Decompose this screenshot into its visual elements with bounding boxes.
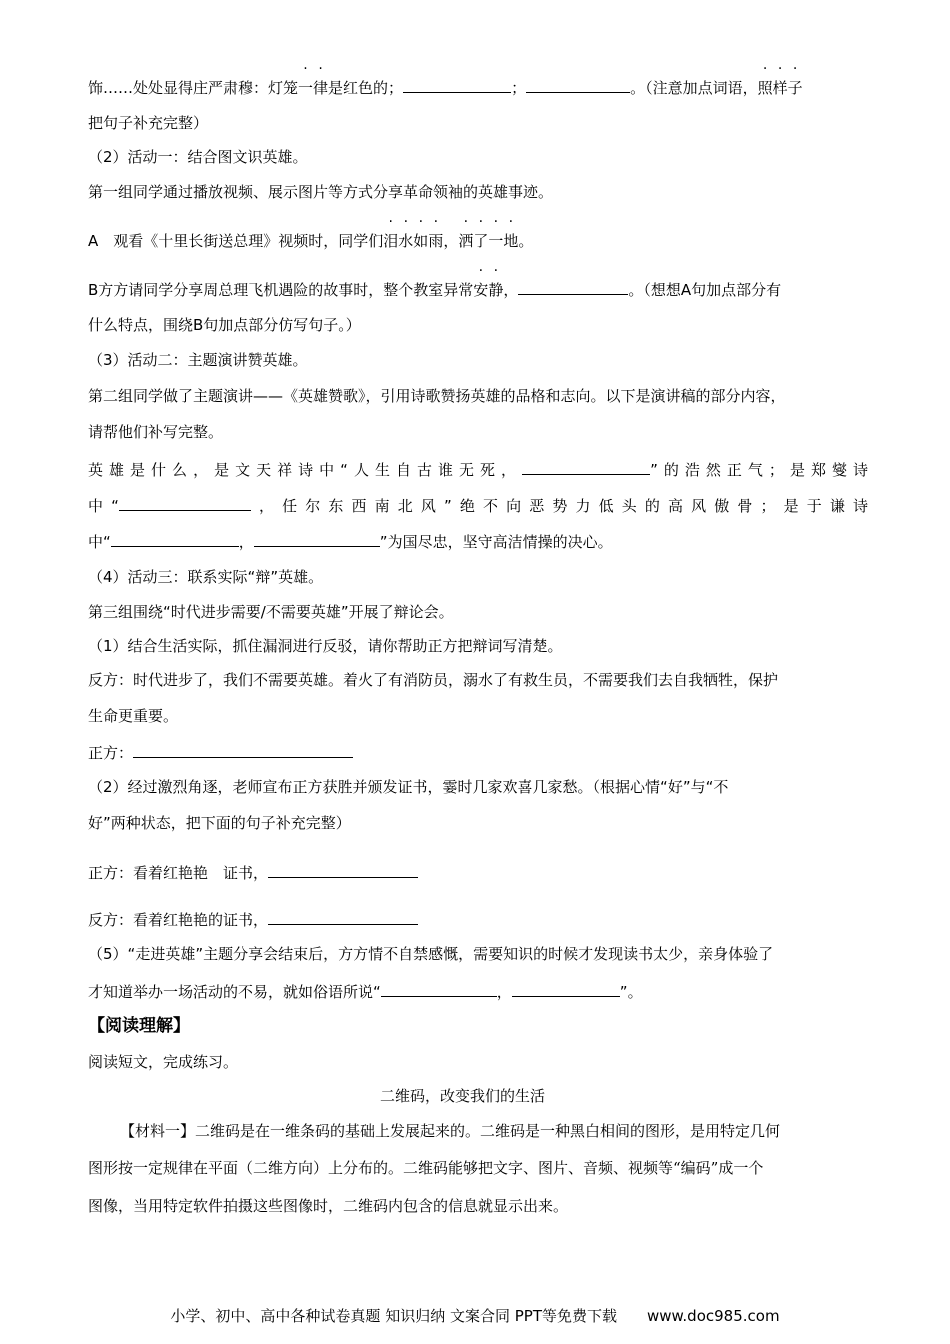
answer-blank[interactable] — [111, 530, 239, 547]
text: 饰……处处显得庄严肃穆：灯笼 — [88, 79, 299, 97]
line-21: 好”两种状态，把下面的句子补充完整） — [88, 814, 351, 832]
line-11 — [88, 458, 868, 481]
text: B方方请同学分享周总理飞机遇险的故事时，整个教室异常 — [88, 281, 474, 299]
dotted-char: 子 — [787, 79, 803, 97]
page-footer: 小学、初中、高中各种试卷真题 知识归纳 文案合同 PPT等免费下载 www.doc985.com — [170, 1307, 780, 1325]
text: 中“ — [88, 533, 111, 551]
text: ”为国尽忠，坚守高洁情操的决心。 — [379, 533, 613, 551]
text: 正方：看着红艳艳 证书， — [88, 864, 269, 882]
text: 是红色的； — [328, 79, 404, 97]
text: ； — [511, 79, 527, 97]
line-9: 第二组同学做了主题演讲——《英雄赞歌》，引用诗歌赞扬英雄的品格和志向。以下是演讲稿的部分内容， — [88, 387, 786, 405]
text: ， — [443, 232, 459, 250]
dotted-char: 律 — [313, 79, 329, 97]
answer-blank[interactable] — [268, 861, 418, 878]
line-6 — [88, 278, 781, 301]
line-23 — [88, 908, 418, 931]
section-heading: 【阅读理解】 — [88, 1016, 190, 1036]
text: ， — [496, 983, 512, 1001]
dotted-char: 雨 — [428, 232, 444, 250]
line-10: 请帮他们补写完整。 — [88, 423, 224, 441]
answer-blank[interactable] — [522, 458, 650, 475]
answer-blank[interactable] — [403, 76, 511, 93]
line-15: 第三组围绕“时代进步需要/不需要英雄”开展了辩论会。 — [88, 603, 454, 621]
answer-blank[interactable] — [133, 741, 353, 758]
text: ”的浩然正气；是郑燮诗 — [650, 461, 868, 479]
answer-blank[interactable] — [381, 980, 497, 997]
text: 英雄是什么，是文天祥诗中“人生自古谁无死， — [88, 461, 523, 479]
dotted-char: 洒 — [458, 232, 474, 250]
line-26: 阅读短文，完成练习。 — [88, 1053, 239, 1071]
line-8: （3）活动二：主题演讲赞英雄。 — [88, 351, 308, 369]
line-13 — [88, 530, 613, 553]
dotted-char: 地 — [503, 232, 519, 250]
line-2: 把句子补充完整） — [88, 114, 209, 132]
dotted-char: 泪 — [383, 232, 399, 250]
line-25 — [88, 980, 643, 1003]
answer-blank[interactable] — [526, 76, 630, 93]
text: ， — [503, 281, 519, 299]
text: 才知道举办一场活动的不易，就如俗语所说“ — [88, 983, 381, 1001]
dotted-char: 样 — [772, 79, 788, 97]
line-16: （1）结合生活实际，抓住漏洞进行反驳，请你帮助正方把辩词写清楚。 — [88, 637, 563, 655]
text: ，任尔东西南北风”绝不向恶势力低头的高风傲骨；是于谦诗 — [250, 497, 868, 515]
text: 。（想想A句加点部分有 — [628, 281, 782, 299]
text: 正方： — [88, 744, 134, 762]
line-7: 什么特点，围绕B句加点部分仿写句子。） — [88, 316, 361, 334]
line-14: （4）活动三：联系实际“辩”英雄。 — [88, 568, 324, 586]
line-17: 反方：时代进步了，我们不需要英雄。着火了有消防员，溺水了有救生员，不需要我们去自我牺牲，保护 — [88, 671, 779, 689]
line-5 — [88, 230, 533, 252]
article-title: 二维码，改变我们的生活 — [380, 1087, 546, 1105]
text: 反方：看着红艳艳的证书， — [88, 911, 269, 929]
line-12 — [88, 494, 868, 517]
answer-blank[interactable] — [254, 530, 380, 547]
answer-blank[interactable] — [518, 278, 628, 295]
text: 。（注意加点词语， — [630, 79, 758, 97]
dotted-char: 了 — [473, 232, 489, 250]
answer-blank[interactable] — [512, 980, 620, 997]
answer-blank[interactable] — [268, 908, 418, 925]
answer-blank[interactable] — [119, 494, 251, 511]
dotted-char: 安 — [473, 281, 489, 299]
dotted-char: 如 — [413, 232, 429, 250]
line-19 — [88, 741, 353, 764]
line-24: （5）“走进英雄”主题分享会结束后，方方情不自禁感慨，需要知识的时候才发现读书太少，亲身体验了 — [88, 945, 774, 963]
text: A 观看《十里长街送总理》视频时，同学们 — [88, 232, 384, 250]
line-20: （2）经过激烈角逐，老师宣布正方获胜并颁发证书，霎时几家欢喜几家愁。（根据心情“好”与“不 — [88, 778, 729, 796]
paragraph-line: 【材料一】二维码是在一维条码的基础上发展起来的。二维码是一种黑白相间的图形，是用特定几何 — [120, 1122, 781, 1140]
dotted-char: 一 — [298, 79, 314, 97]
line-4: 第一组同学通过播放视频、展示图片等方式分享革命领袖的英雄事迹。 — [88, 183, 554, 201]
line-22 — [88, 861, 418, 884]
line-18: 生命更重要。 — [88, 707, 179, 725]
dotted-char: 一 — [488, 232, 504, 250]
paragraph-line: 图像，当用特定软件拍摄这些图像时，二维码内包含的信息就显示出来。 — [88, 1197, 569, 1215]
line-1 — [88, 76, 803, 99]
paragraph-line: 图形按一定规律在平面（二维方向）上分布的。二维码能够把文字、图片、音频、视频等“编码”成一个 — [88, 1159, 764, 1177]
text: ， — [238, 533, 254, 551]
dotted-char: 静 — [488, 281, 504, 299]
dotted-char: 照 — [757, 79, 773, 97]
text: 。 — [518, 232, 534, 250]
text: 中“ — [88, 497, 119, 515]
line-3: （2）活动一：结合图文识英雄。 — [88, 148, 308, 166]
text: ”。 — [619, 983, 643, 1001]
dotted-char: 水 — [398, 232, 414, 250]
